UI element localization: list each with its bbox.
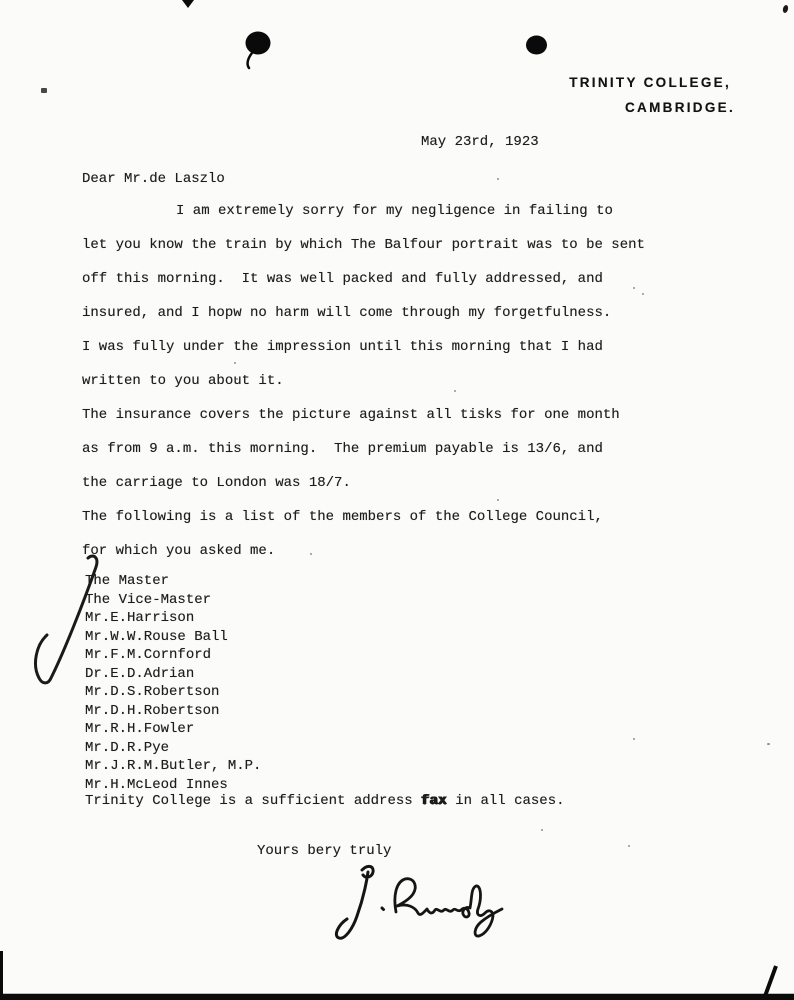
council-member: Mr.H.McLeod Innes	[85, 776, 228, 793]
body-paragraphs	[82, 194, 722, 568]
address-note	[85, 792, 565, 810]
overstruck-word: fax	[421, 793, 447, 809]
council-member-list	[85, 572, 261, 794]
body-line: I was fully under the impression until this morning that I had	[82, 339, 603, 355]
body-line: let you know the train by which The Balfour portrait was to be sent	[82, 237, 645, 253]
body-line: as from 9 a.m. this morning. The premium payable is 13/6, and	[82, 441, 603, 457]
council-member: Mr.J.R.M.Butler, M.P.	[85, 758, 262, 774]
salutation: Dear Mr.de Laszlo	[82, 171, 225, 187]
body-line: I am extremely sorry for my negligence in failing to	[176, 203, 613, 219]
address-note-post: in all cases.	[446, 793, 565, 809]
scan-artifact-top-wedge	[182, 0, 194, 8]
closing-line: Yours bery truly	[257, 843, 392, 859]
council-member: Mr.D.S.Robertson	[85, 684, 220, 700]
body-line: written to you about it.	[82, 373, 284, 389]
body-line: The insurance covers the picture against all tisks for one month	[82, 407, 620, 423]
signature	[330, 862, 525, 954]
body-line: for which you asked me.	[82, 543, 276, 559]
scan-artifact-top-right	[782, 4, 789, 13]
body-line: the carriage to London was 18/7.	[82, 475, 351, 491]
scan-speckle	[628, 845, 630, 847]
scan-artifact-left-edge	[0, 951, 3, 1000]
letterhead	[569, 70, 735, 120]
body-line: The following is a list of the members of the College Council,	[82, 509, 603, 525]
address-note-pre: Trinity College is a sufficient address	[85, 793, 422, 809]
scan-speckle	[497, 178, 499, 180]
council-member: Mr.F.M.Cornford	[85, 647, 212, 663]
council-member: Mr.D.R.Pye	[85, 739, 170, 756]
council-member: Mr.W.W.Rouse Ball	[85, 628, 228, 645]
council-member: The Master	[85, 573, 170, 589]
letterhead-institution: TRINITY COLLEGE,	[569, 75, 731, 90]
scan-artifact-bottom-bar	[3, 994, 794, 1000]
council-member: Mr.E.Harrison	[85, 610, 195, 626]
scan-speckle	[767, 743, 770, 745]
body-line: insured, and I hopw no harm will come through my forgetfulness.	[82, 305, 612, 321]
council-member: The Vice-Master	[85, 591, 212, 608]
scan-artifact-left-margin	[41, 88, 47, 93]
council-member: Mr.R.H.Fowler	[85, 721, 195, 737]
council-member: Mr.D.H.Robertson	[85, 702, 220, 719]
council-member: Dr.E.D.Adrian	[85, 665, 195, 682]
punch-hole-left	[240, 26, 276, 70]
scan-speckle	[541, 829, 543, 831]
date-line: May 23rd, 1923	[421, 134, 539, 150]
body-line: off this morning. It was well packed and fully addressed, and	[82, 271, 603, 287]
punch-hole-right	[524, 33, 550, 59]
scan-speckle	[633, 738, 635, 740]
letterhead-city: CAMBRIDGE.	[625, 100, 735, 115]
